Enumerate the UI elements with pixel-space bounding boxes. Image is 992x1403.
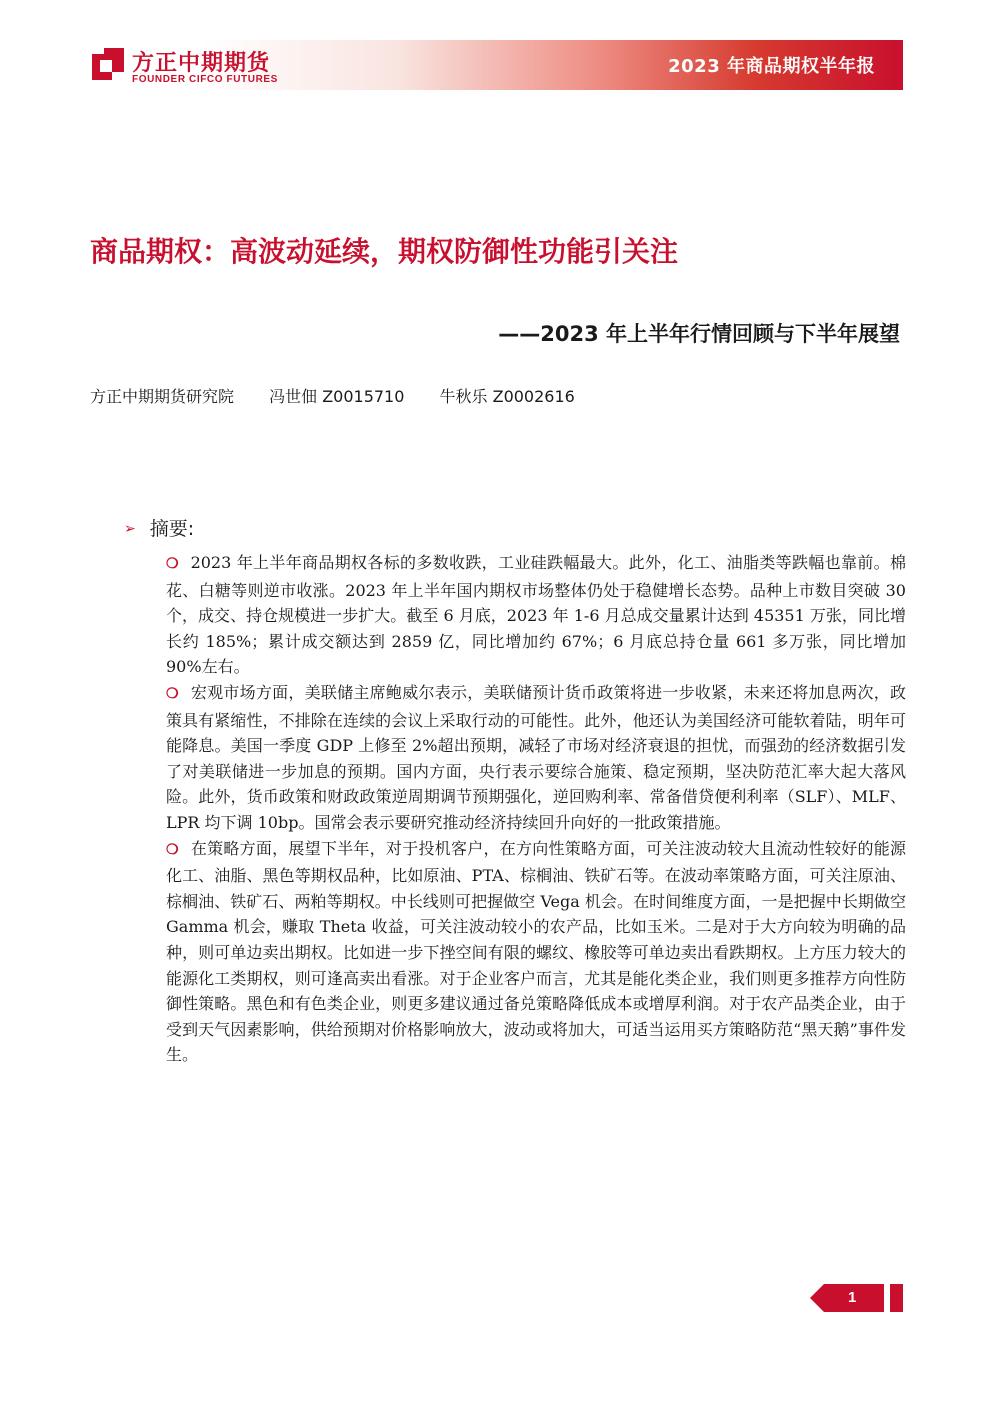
summary-heading <box>124 514 194 541</box>
report-title: 商品期权：高波动延续，期权防御性功能引关注 <box>90 235 679 268</box>
summary-paragraph <box>166 680 906 836</box>
author-name: 冯世佃 Z0015710 <box>269 387 405 406</box>
circle-bullet-icon: ❍ <box>166 685 179 702</box>
summary-paragraph-text: 2023 年上半年商品期权各标的多数收跌，工业硅跌幅最大。此外，化工、油脂类等跌幅也靠前。棉花、白糖等则逆市收涨。2023 年上半年国内期权市场整体仍处于稳健增长态势。品种上市数目突破 30 个，成交、持仓规模进一步扩大。截至 6 月底，2023 年 1-6 月总成交量累计达到 45351 万张，同比增长约 185%；累计成交额达到 2859 亿，同比增加约 67%；6 月底总持仓量 661 多万张，同比增加 90%左右。 <box>166 553 906 677</box>
page-number: 1 <box>848 1289 857 1306</box>
author-name: 牛秋乐 Z0002616 <box>439 387 575 406</box>
logo-chinese-name: 方正中期期货 <box>132 51 271 76</box>
report-subtitle: ——2023 年上半年行情回顾与下半年展望 <box>498 322 900 346</box>
page-number-badge <box>810 1284 903 1312</box>
page-number-shape <box>810 1284 903 1312</box>
summary-paragraph <box>166 836 906 1068</box>
summary-heading-label: 摘要: <box>149 518 195 540</box>
logo-mark-icon <box>90 46 126 82</box>
arrow-bullet-icon: ➢ <box>124 521 136 537</box>
company-logo <box>90 46 290 86</box>
research-institute: 方正中期期货研究院 <box>90 387 235 406</box>
logo-english-name: FOUNDER CIFCO FUTURES <box>132 74 278 85</box>
report-tag: 2023 年商品期权半年报 <box>668 56 875 77</box>
circle-bullet-icon: ❍ <box>166 556 179 572</box>
summary-paragraph-text: 在策略方面，展望下半年，对于投机客户，在方向性策略方面，可关注波动较大且流动性较好的能源化工、油脂、黑色等期权品种，比如原油、PTA、棕榈油、铁矿石等。在波动率策略方面，可关注原油、棕榈油、铁矿石、两粕等期权。中长线则可把握做空 Vega 机会。在时间维度方面，一是把握中长期做空 Gamma 机会，赚取 Theta 收益，可关注波动较小的农产品，比如玉米。二是对于大方向较为明确的品种，则可单边卖出期权。比如进一步下挫空间有限的螺纹、橡胶等可单边卖出看跌期权。上方压力较大的能源化工类期权，则可逢高卖出看涨。对于企业客户而言，尤其是能化类企业，我们则更多推荐方向性防御性策略。黑色和有色类企业，则更多建议通过备兑策略降低成本或增厚利润。对于农产品类企业，由于受到天气因素影响，供给预期对价格影响放大，波动或将加大，可适当运用买方策略防范“黑天鹅”事件发生。 <box>166 838 906 1065</box>
author-line <box>90 384 605 407</box>
circle-bullet-icon: ❍ <box>166 841 179 858</box>
summary-paragraph-text: 宏观市场方面，美联储主席鲍威尔表示，美联储预计货币政策将进一步收紧，未来还将加息两次，政策具有紧缩性，不排除在连续的会议上采取行动的可能性。此外，他还认为美国经济可能软着陆，明年可能降息。美国一季度 GDP 上修至 2%超出预期，减轻了市场对经济衰退的担忧，而强劲的经济数据引发了对美联储进一步加息的预期。国内方面，央行表示要综合施策、稳定预期，坚决防范汇率大起大落风险。此外，货币政策和财政政策逆周期调节预期强化，逆回购利率、常备借贷便利利率（SLF）、MLF、LPR 均下调 10bp。国常会表示要研究推动经济持续回升向好的一批政策措施。 <box>166 682 906 832</box>
summary-body <box>166 550 906 1068</box>
summary-paragraph <box>166 550 906 680</box>
